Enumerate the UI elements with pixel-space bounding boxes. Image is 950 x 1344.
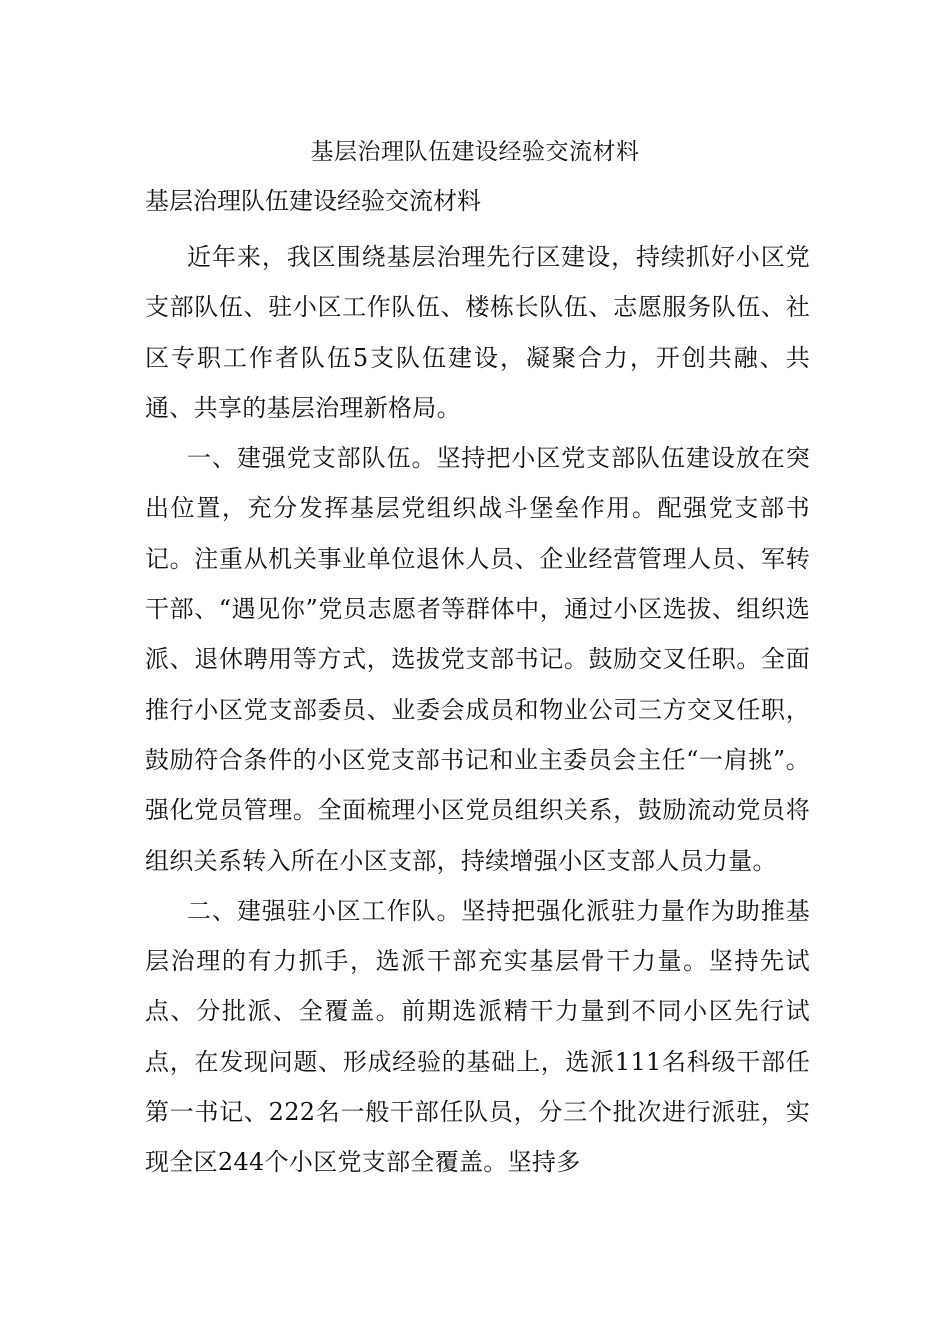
paragraph-section-2: 二、建强驻小区工作队。坚持把强化派驻力量作为助推基层治理的有力抓手，选派干部充实基层骨干力量。坚持先试点、分批派、全覆盖。前期选派精干力量到不同小区先行试点，在发现问题、形成经验的基础上，选派111名科级干部任第一书记、222名一般干部任队员，分三个批次进行派驻，实现全区244个小区党支部全覆盖。坚持多 bbox=[145, 896, 810, 1177]
document-subtitle: 基层治理队伍建设经验交流材料 bbox=[145, 187, 481, 215]
paragraph-intro: 近年来，我区围绕基层治理先行区建设，持续抓好小区党支部队伍、驻小区工作队伍、楼栋长队伍、志愿服务队伍、社区专职工作者队伍5支队伍建设，凝聚合力，开创共融、共通、共享的基层治理新格局。 bbox=[145, 243, 810, 422]
document-body bbox=[145, 232, 810, 1188]
document-title: 基层治理队伍建设经验交流材料 bbox=[310, 139, 640, 165]
paragraph-section-1: 一、建强党支部队伍。坚持把小区党支部队伍建设放在突出位置，充分发挥基层党组织战斗堡垒作用。配强党支部书记。注重从机关事业单位退休人员、企业经营管理人员、军转干部、“遇见你”党员志愿者等群体中，通过小区选拔、组织选派、退休聘用等方式，选拔党支部书记。鼓励交叉任职。全面推行小区党支部委员、业委会成员和物业公司三方交叉任职，鼓励符合条件的小区党支部书记和业主委员会主任“一肩挑”。强化党员管理。全面梳理小区党员组织关系，鼓励流动党员将组织关系转入所在小区支部，持续增强小区支部人员力量。 bbox=[145, 444, 810, 875]
